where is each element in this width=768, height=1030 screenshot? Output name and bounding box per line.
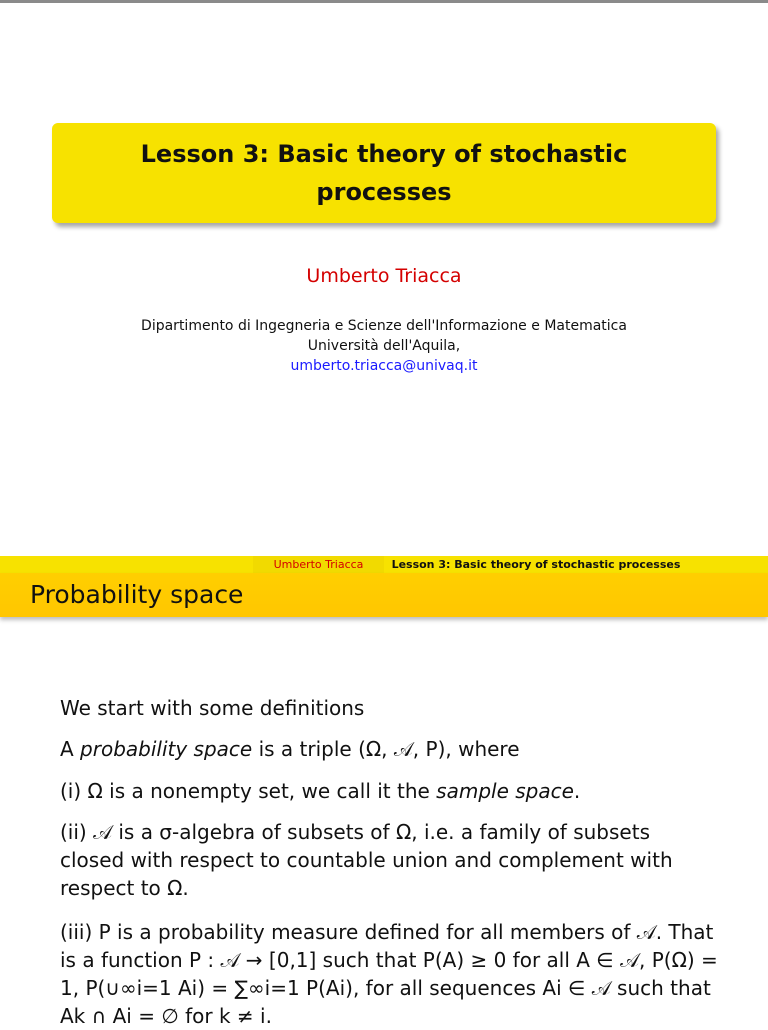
term-probability-space: probability space [80, 737, 253, 761]
frame-title: Probability space [30, 580, 244, 609]
affiliation-university: Università dell'Aquila, [307, 338, 461, 354]
frame-title-bar [0, 573, 768, 617]
title-slide [0, 3, 768, 548]
header-title[interactable]: Lesson 3: Basic theory of stochastic processes [391, 558, 681, 571]
paragraph-sigma-algebra: (ii) 𝒜 is a σ-algebra of subsets of Ω, i.e. a family of subsets closed with respect to countable union and complement with respect to Ω. [60, 820, 673, 900]
definition-lead: A [60, 737, 81, 761]
lesson-title: Lesson 3: Basic theory of stochastic processes [140, 140, 628, 206]
author-name: Umberto Triacca [306, 265, 462, 287]
paragraph-sample-space [60, 777, 720, 805]
title-box [52, 123, 716, 223]
affiliation [0, 316, 768, 376]
sample-space-tail: . [573, 779, 581, 803]
content-slide [0, 548, 768, 1028]
paragraph-definition [60, 735, 720, 763]
header-bar [0, 556, 768, 573]
paragraph-intro: We start with some definitions [60, 696, 365, 720]
affiliation-department: Dipartimento di Ingegneria e Scienze dell'Informazione e Matematica [141, 318, 627, 334]
header-author[interactable]: Umberto Triacca [253, 556, 384, 573]
email-link[interactable]: umberto.triacca@univaq.it [290, 358, 478, 374]
paragraph-probability-measure: (iii) P is a probability measure defined for all members of 𝒜. That is a function P : 𝒜 → [0,1] such that P(A) ≥ 0 for all A ∈ 𝒜, P(Ω) = 1, P(∪∞i=1 Ai) = ∑∞i=1 P(Ai), for all sequences Ai ∈ 𝒜 such that Ak ∩ Ai = ∅ for k ≠ i. [60, 920, 718, 1028]
definition-tail: is a triple (Ω, 𝒜, P), where [252, 737, 520, 761]
sample-space-lead: (i) Ω is a nonempty set, we call it the [60, 779, 437, 803]
term-sample-space: sample space [436, 779, 574, 803]
